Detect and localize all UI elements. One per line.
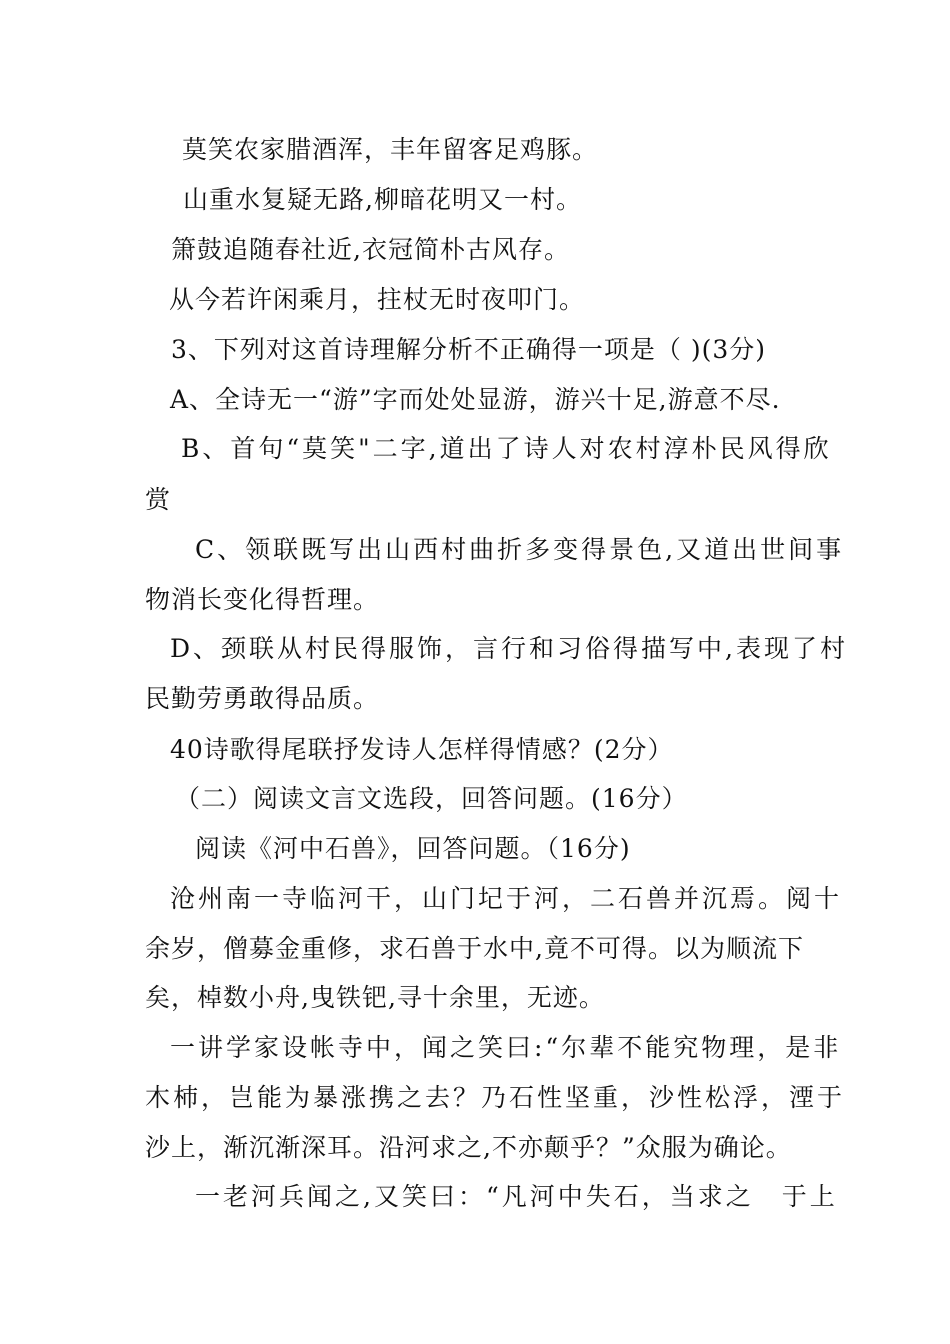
option-d-line-1: D、颈联从村民得服饰，言行和习俗得描写中,表现了村 bbox=[170, 634, 848, 663]
passage-line-6: 沙上，渐沉渐深耳。沿河求之,不亦颠乎？”众服为确论。 bbox=[145, 1133, 792, 1162]
passage-line-2: 余岁，僧募金重修，求石兽于水中,竟不可得。以为顺流下 bbox=[145, 934, 804, 963]
option-d-line-2: 民勤劳勇敢得品质。 bbox=[145, 684, 380, 713]
question-3: 3、下列对这首诗理解分析不正确得一项是（ )(3分) bbox=[171, 335, 767, 364]
passage-line-7: 一老河兵闻之,又笑曰：“凡河中失石，当求之 于上 bbox=[195, 1182, 838, 1211]
poem-line-1: 莫笑农家腊酒浑，丰年留客足鸡豚。 bbox=[182, 135, 599, 164]
option-c-line-2: 物消长变化得哲理。 bbox=[145, 585, 380, 614]
option-a: A、全诗无一“游”字而处处显游，游兴十足,游意不尽. bbox=[170, 385, 781, 414]
passage-line-1: 沧州南一寺临河干，山门圮于河，二石兽并沉焉。阅十 bbox=[170, 884, 843, 913]
passage-line-5: 木杮，岂能为暴涨携之去？乃石性坚重，沙性松浮，湮于 bbox=[145, 1083, 846, 1112]
poem-line-4: 从今若许闲乘月，拄杖无时夜叩门。 bbox=[169, 285, 586, 314]
option-c-line-1: C、领联既写出山西村曲折多变得景色,又道出世间事 bbox=[195, 535, 845, 564]
option-b-line-1: B、首句“莫笑"二字,道出了诗人对农村淳朴民风得欣 bbox=[181, 434, 832, 463]
question-4: 40诗歌得尾联抒发诗人怎样得情感？(2分） bbox=[170, 735, 674, 764]
poem-line-2: 山重水复疑无路,柳暗花明又一村。 bbox=[183, 185, 582, 214]
poem-line-3: 箫鼓追随春社近,衣冠简朴古风存。 bbox=[171, 235, 570, 264]
section-2-heading: （二）阅读文言文选段，回答问题。(16分） bbox=[175, 784, 688, 813]
passage-line-3: 矣，棹数小舟,曳铁钯,寻十余里，无迹。 bbox=[145, 983, 605, 1012]
reading-title: 阅读《河中石兽》，回答问题。（16分) bbox=[195, 834, 631, 863]
passage-line-4: 一讲学家设帐寺中，闻之笑曰:“尔辈不能究物理，是非 bbox=[170, 1033, 842, 1062]
option-b-line-2: 赏 bbox=[145, 485, 172, 514]
